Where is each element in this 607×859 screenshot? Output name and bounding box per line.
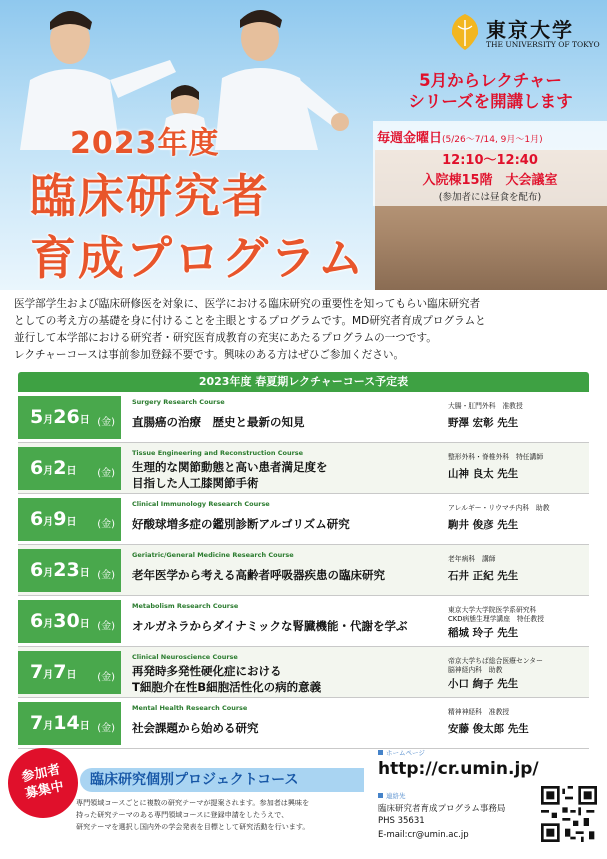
day-unit: 日 — [66, 670, 77, 681]
lecture-title — [132, 516, 350, 532]
individual-line: 研究テーマを選択し国内外の学会発表を目標として研究活動を行います。 — [76, 822, 310, 831]
individual-line: 専門領域コースごとに複数の研究テーマが提案されます。参加者は興味を — [76, 798, 310, 807]
table-header: 2023年度 春夏期レクチャーコース予定表 — [18, 372, 589, 392]
affiliation-line: 大腸・肛門外科 准教授 — [448, 402, 523, 410]
lecture-month: 6 — [30, 559, 44, 581]
affiliation-line: 帝京大学ちば総合医療センター — [448, 657, 543, 665]
lecturer-name: 野澤 宏彰 先生 — [448, 417, 519, 429]
lecture-title — [132, 567, 385, 583]
contact-email[interactable]: E-mail:cr@umin.ac.jp — [378, 830, 469, 840]
lecture-month: 7 — [30, 712, 44, 734]
homepage-label — [378, 748, 425, 757]
recruit-line: 参加者 — [20, 762, 62, 786]
month-unit: 月 — [43, 466, 54, 477]
schedule-note: (参加者には昼食を配布) — [438, 192, 542, 203]
affiliation-line: 精神神経科 准教授 — [448, 708, 510, 716]
lecture-title-line: オルガネラからダイナミックな腎臓機能・代謝を学ぶ — [132, 619, 408, 633]
date-cell — [18, 600, 121, 643]
individual-course-text — [76, 797, 371, 833]
day-unit: 日 — [66, 517, 77, 528]
lecturer-affiliation — [448, 606, 544, 624]
table-body — [18, 392, 589, 749]
lecture-month: 7 — [30, 661, 44, 683]
month-unit: 月 — [43, 619, 54, 630]
lecture-title-line: 生理的な関節動態と高い患者満足度を — [132, 460, 328, 474]
homepage-url[interactable]: http://cr.umin.jp/ — [378, 759, 539, 779]
lecture-title — [132, 663, 321, 695]
program-title-line2: 育成プログラム — [30, 231, 366, 285]
lecture-month: 5 — [30, 406, 44, 428]
day-unit: 日 — [79, 568, 90, 579]
lecture-date — [30, 406, 90, 428]
lecture-weekday: (金) — [97, 570, 115, 581]
intro-line: レクチャーコースは事前参加登録不要です。興味のある方はぜひご参加ください。 — [14, 349, 405, 361]
university-logo — [448, 12, 598, 54]
course-name-en: Clinical Immunology Research Course — [132, 500, 270, 508]
lecturer-name: 駒井 俊彦 先生 — [448, 519, 519, 531]
date-cell — [18, 447, 121, 490]
lecture-title-line: 社会課題から始める研究 — [132, 721, 259, 735]
qr-code-icon[interactable] — [541, 786, 597, 842]
table-row — [18, 698, 589, 749]
university-name-en: THE UNIVERSITY OF TOKYO — [486, 40, 600, 49]
lecture-weekday: (金) — [97, 519, 115, 530]
lecture-month: 6 — [30, 508, 44, 530]
lecture-day: 23 — [53, 559, 80, 581]
lecturer-affiliation — [448, 453, 543, 462]
lecturer-affiliation — [448, 555, 496, 564]
course-name-en: Metabolism Research Course — [132, 602, 239, 610]
lecturer-affiliation — [448, 657, 543, 675]
lecture-day: 7 — [53, 661, 67, 683]
lecture-schedule-table — [18, 372, 589, 749]
hero-photo — [0, 0, 607, 290]
lecture-title — [132, 720, 259, 736]
lecture-title-line: 直腸癌の治療 歴史と最新の知見 — [132, 415, 305, 429]
university-name-jp: 東京大学 — [486, 18, 574, 42]
lecture-month: 6 — [30, 457, 44, 479]
lecturer-affiliation — [448, 504, 550, 513]
lecture-weekday: (金) — [97, 723, 115, 734]
lecture-weekday: (金) — [97, 468, 115, 479]
lecture-day: 30 — [53, 610, 80, 632]
date-cell — [18, 396, 121, 439]
homepage-label-text: ホームページ — [386, 749, 425, 757]
lecture-date — [30, 508, 76, 530]
schedule-time: 12:10〜12:40 — [442, 153, 538, 168]
day-unit: 日 — [79, 721, 90, 732]
date-cell — [18, 549, 121, 592]
table-row — [18, 545, 589, 596]
lecture-date — [30, 457, 76, 479]
table-row — [18, 596, 589, 647]
lecture-date — [30, 610, 90, 632]
individual-course-title: 臨床研究個別プロジェクトコース — [80, 768, 364, 792]
lecturer-name: 山神 良太 先生 — [448, 468, 519, 480]
lecture-title — [132, 414, 305, 430]
lecture-date — [30, 661, 76, 683]
affiliation-line: 老年病科 講師 — [448, 555, 496, 563]
course-name-en: Surgery Research Course — [132, 398, 225, 406]
course-name-en: Clinical Neuroscience Course — [132, 653, 238, 661]
intro-line: 並行して本学部における研究者・研究医育成教育の充実にあたるプログラムの一つです。 — [14, 332, 437, 344]
day-unit: 日 — [79, 415, 90, 426]
course-name-en: Tissue Engineering and Reconstruction Course — [132, 449, 304, 457]
course-name-en: Geriatric/General Medicine Research Course — [132, 551, 294, 559]
schedule-place: 入院棟15階 大会議室 — [422, 173, 558, 188]
date-cell — [18, 651, 121, 694]
table-row — [18, 392, 589, 443]
intro-line: 医学部学生および臨床研修医を対象に、医学における臨床研究の重要性を知ってもらい臨床研究者 — [14, 298, 481, 310]
lecture-date — [30, 712, 90, 734]
lecturer-name: 小口 絢子 先生 — [448, 678, 519, 690]
lecture-weekday: (金) — [97, 672, 115, 683]
lecture-title-line: 好酸球増多症の鑑別診断アルゴリズム研究 — [132, 517, 350, 531]
lecturer-name: 石井 正紀 先生 — [448, 570, 519, 582]
month-unit: 月 — [43, 517, 54, 528]
date-cell — [18, 702, 121, 745]
table-row — [18, 647, 589, 698]
schedule-day-line — [377, 127, 543, 146]
table-row — [18, 443, 589, 494]
lecture-weekday: (金) — [97, 621, 115, 632]
title-year: 2023年度 — [70, 126, 220, 161]
recruit-badge — [1, 741, 84, 824]
lecture-title-line: T細胞介在性B細胞活性化の病的意義 — [132, 680, 322, 694]
schedule-range: (5/26〜7/14, 9月〜1月) — [442, 135, 543, 145]
contact-office: 臨床研究者育成プログラム事務局 — [378, 804, 506, 814]
catchphrase-line: シリーズを開講します — [408, 92, 573, 111]
day-unit: 日 — [66, 466, 77, 477]
date-cell — [18, 498, 121, 541]
lecturer-affiliation — [448, 402, 523, 411]
month-unit: 月 — [43, 670, 54, 681]
intro-line: としての考え方の基礎を身に付けることを主眼とするプログラムです。MD研究者育成プログラムと — [14, 315, 486, 327]
individual-line: 持った研究テーマのある専門領域コースに登録申請をしたうえで、 — [76, 810, 289, 819]
month-unit: 月 — [43, 568, 54, 579]
lecture-title-line: 再発時多発性硬化症における — [132, 664, 282, 678]
university-emblem-icon — [448, 12, 482, 52]
lecturer-affiliation — [448, 708, 509, 717]
month-unit: 月 — [43, 721, 54, 732]
contact-phs: PHS 35631 — [378, 816, 425, 826]
table-row — [18, 494, 589, 545]
lecture-day: 2 — [53, 457, 67, 479]
lecture-date — [30, 559, 90, 581]
lecture-day: 14 — [53, 712, 80, 734]
contact-label-text: 連絡先 — [386, 792, 406, 800]
lecture-day: 9 — [53, 508, 67, 530]
affiliation-line: 脳神経内科 助教 — [448, 666, 503, 674]
lecturer-name: 安藤 俊太郎 先生 — [448, 723, 529, 735]
day-unit: 日 — [79, 619, 90, 630]
catchphrase — [378, 70, 603, 112]
lecturer-name: 稲城 玲子 先生 — [448, 627, 519, 639]
lecture-title — [132, 618, 408, 634]
lecture-month: 6 — [30, 610, 44, 632]
month-unit: 月 — [43, 415, 54, 426]
affiliation-line: 東京大学大学院医学系研究科 — [448, 606, 537, 614]
lecture-weekday: (金) — [97, 417, 115, 428]
lecture-title-line: 目指した人工膝関節手術 — [132, 476, 259, 490]
lecture-title-line: 老年医学から考える高齢者呼吸器疾患の臨床研究 — [132, 568, 385, 582]
schedule-day: 毎週金曜日 — [377, 131, 443, 146]
affiliation-line: アレルギー・リウマチ内科 助教 — [448, 504, 550, 512]
program-title-line1: 臨床研究者 — [30, 169, 270, 223]
contact-label — [378, 791, 406, 800]
course-name-en: Mental Health Research Course — [132, 704, 248, 712]
lecture-title — [132, 459, 328, 491]
affiliation-line: 整形外科・脊椎外科 特任講師 — [448, 453, 544, 461]
lecture-day: 26 — [53, 406, 80, 428]
recruit-line: 募集中 — [23, 778, 66, 802]
affiliation-line: CKD病態生理学講座 特任教授 — [448, 615, 544, 623]
schedule-box — [373, 121, 607, 206]
intro-text — [14, 296, 599, 364]
catchphrase-line: 5月からレクチャー — [419, 71, 562, 90]
